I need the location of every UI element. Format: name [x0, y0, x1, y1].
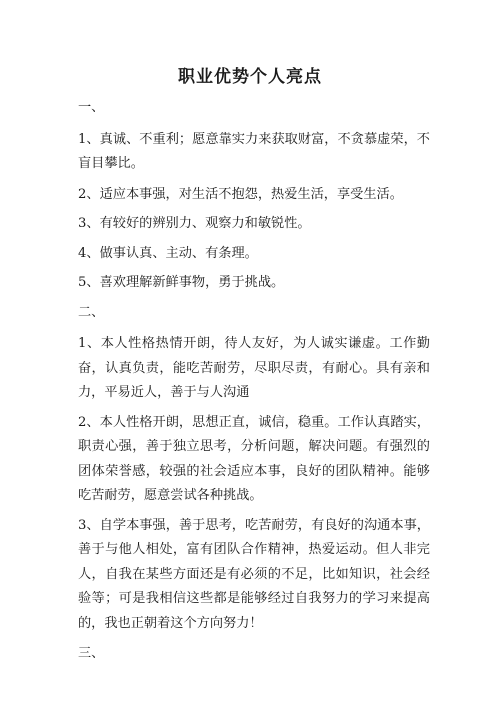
section-1-item-2: 2、适应本事强，对生活不抱怨，热爱生活，享受生活。	[78, 186, 403, 202]
section-heading-1: 一、	[78, 100, 105, 115]
section-2-item-3: 3、自学本事强，善于思考，吃苦耐劳，有良好的沟通本事，善于与他人相处，富有团队合作精神，热爱运动。但人非完人，自我在某些方面还是有必须的不足，比如知识，社会经验等；可是我相信这些都是能够经过自我努力的学习来提高的，我也正朝着这个方向努力！	[78, 517, 430, 631]
section-1-item-1: 1、真诚、不重利；愿意靠实力来获取财富，不贪慕虚荣，不盲目攀比。	[78, 131, 430, 171]
section-1-item-3: 3、有较好的辨别力、观察力和敏锐性。	[78, 216, 311, 231]
section-heading-2: 二、	[78, 304, 105, 320]
document-body	[78, 96, 430, 667]
section-heading-3: 三、	[78, 646, 105, 661]
document-title: 职业优势个人亮点	[178, 67, 322, 87]
section-2-item-1: 1、本人性格热情开朗，待人友好，为人诚实谦虚。工作勤奋，认真负责，能吃苦耐劳，尽职尽责，有耐心。具有亲和力，平易近人，善于与人沟通	[78, 336, 430, 400]
section-1-item-4: 4、做事认真、主动、有条理。	[78, 245, 258, 261]
section-2-item-2: 2、本人性格开朗，思想正直，诚信，稳重。工作认真踏实，职责心强，善于独立思考，分析问题，解决问题。有强烈的团体荣誉感，较强的社会适应本事，良好的团队精神。能够吃苦耐劳，愿意尝试各种挑战。	[78, 414, 430, 503]
section-1-item-5: 5、喜欢理解新鲜事物，勇于挑战。	[78, 275, 285, 290]
